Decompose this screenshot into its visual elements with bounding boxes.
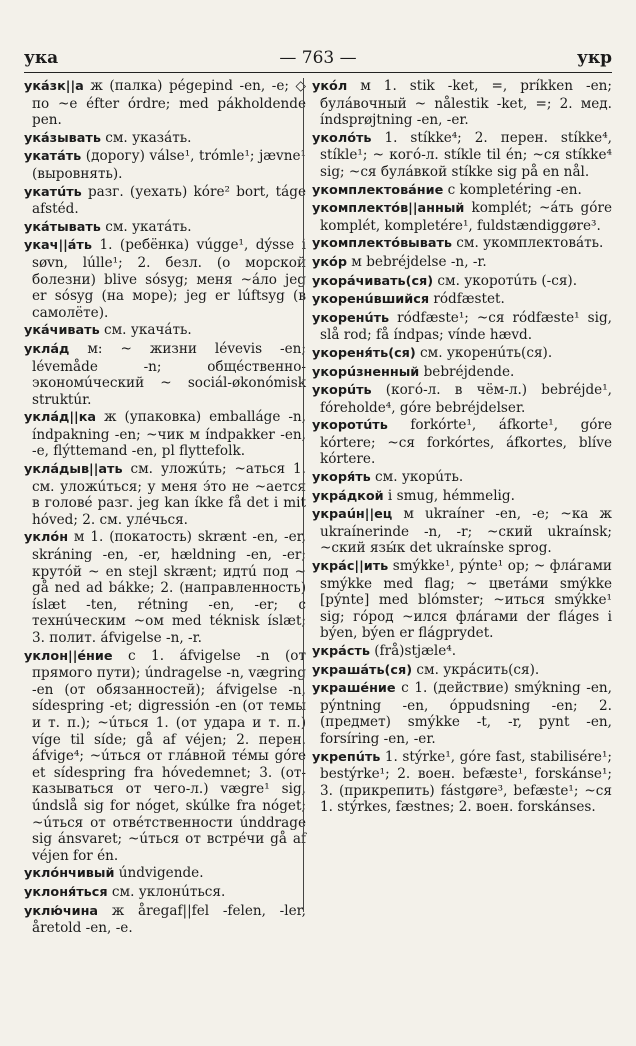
- entry-definition: 1. stýrke¹, góre fast, stabilisére¹; bestýrke¹; 2. воен. befæste¹, forskánse¹; 3. (прикрепить) fástgøre³, befæste¹; ~ся 1. stýrkes, fæstnes; 2. воен. forskánses.: [320, 748, 612, 816]
- entry-headword: укатáть: [24, 149, 82, 165]
- entry-headword: украшáть(ся): [312, 662, 413, 678]
- entry-definition: komplét; ~áть góre komplét, kompletére¹, fuldstændiggøre³.: [320, 200, 612, 234]
- dictionary-entry: [24, 409, 306, 460]
- entry-headword: уколóть: [312, 130, 372, 146]
- entry-headword: укáчивать: [24, 323, 100, 339]
- entry-definition: см. укачáть.: [99, 322, 192, 339]
- entry-definition: úndvigende.: [114, 865, 204, 882]
- entry-definition: (когó-л. в чём-л.) bebréjde¹, fóreholde⁴, góre bebréjdelser.: [320, 382, 612, 416]
- entry-headword: укомплектóвывать: [312, 236, 452, 252]
- dictionary-entry: [312, 506, 612, 557]
- entry-definition: ж (палка) pégepind -en, -e; ◇ по ~е éfter órdre; med pákholdende pen.: [32, 78, 306, 129]
- header-rule: [24, 72, 612, 73]
- entry-definition: см. укоренúть(ся).: [415, 344, 553, 361]
- entry-definition: см. укомплектовáть.: [451, 235, 604, 252]
- entry-headword: укрáсть: [312, 644, 370, 659]
- dictionary-entry: [312, 182, 612, 200]
- dictionary-entry: [24, 237, 306, 321]
- dictionary-entry: [312, 417, 612, 468]
- entry-definition: 1. stíkke⁴; 2. перен. stíkke⁴, stíkle¹; ~ когó-л. stíkle til én; ~ся stíkke⁴ sig; ~ся булáвкой stíkke sig på en nål.: [320, 129, 612, 180]
- entry-definition: см. укоротúть (-ся).: [433, 272, 578, 289]
- dictionary-entry: [312, 469, 612, 487]
- dictionary-entry: [312, 749, 612, 816]
- entry-definition: ródfæste¹; ~ся ródfæste¹ sig, slå rod; få índpas; vínde hævd.: [320, 309, 612, 344]
- dictionary-entry: [312, 488, 612, 506]
- entry-definition: разг. (уехать) kóre² bort, táge afstéd.: [32, 183, 306, 218]
- dictionary-entry: [312, 558, 612, 642]
- dictionary-entry: [24, 322, 306, 340]
- entry-headword: уклон||éние: [24, 648, 113, 664]
- entry-headword: уклáд||ка: [24, 410, 97, 426]
- entry-definition: см. указáть.: [100, 129, 192, 146]
- entry-definition: bebréjdende.: [419, 363, 515, 380]
- entry-definition: см. укорúть.: [370, 469, 464, 486]
- entry-headword: укомплектовáние: [312, 182, 444, 198]
- entry-definition: м 1. (покатость) skrænt -en, -er, skráning -en, -er, hældning -en, -er; крутóй ~ en stejl skrænt; идтú под ~ gå ned ad bákke; 2. (направленность) íslæt -ten, rétning -en, -er; с технúческим ~ом med téknisk íslæt; 3. полит. áfvigelse -n, -r.: [32, 529, 306, 646]
- entry-definition: ж (упаковка) emballáge -n, índpakning -en; ~чик м índpakker -en, -e, flýttemand -en, pl flyttefolk.: [32, 409, 306, 460]
- dictionary-entry: [312, 254, 612, 272]
- entry-definition: м 1. stik -ket, =, príkken -en; булáвочный ~ nålestik -ket, =; 2. мед. índsprøjtning -en, -er.: [320, 78, 612, 129]
- entry-headword: укорáчивать(ся): [312, 273, 434, 289]
- dictionary-entry: [24, 184, 306, 218]
- entry-headword: укоренúвшийся: [312, 292, 430, 308]
- entry-definition: м: ~ жизни lévevis -en; lévemåde -n; общéственно-экономúческий ~ sociál-økonómisk struktúr.: [32, 340, 306, 408]
- dictionary-entry: [24, 78, 306, 129]
- dictionary-entry: [24, 865, 306, 883]
- entry-headword: укомплектóв||анный: [312, 201, 465, 217]
- column-divider: [303, 78, 304, 912]
- entry-definition: см. укрáсить(ся).: [412, 661, 540, 678]
- entry-headword: укоротúть: [312, 418, 388, 434]
- entry-headword: укач||áть: [24, 238, 92, 254]
- dictionary-entry: [24, 903, 306, 937]
- entry-headword: укореня́ть(ся): [312, 345, 416, 361]
- dictionary-entry: [24, 648, 306, 865]
- dictionary-entry: [24, 341, 306, 408]
- entry-headword: укáтывать: [24, 219, 101, 235]
- entry-headword: укáзк||а: [24, 79, 84, 94]
- entry-headword: уклáд: [24, 341, 70, 357]
- entry-headword: украúн||ец: [312, 507, 393, 523]
- entry-definition: i smug, hémmelig.: [383, 487, 515, 504]
- entry-definition: м ukraíner -en, -e; ~ка ж ukraínerinde -n, -r; ~ский ukraínsk; ~ский язы́к det ukraínske sprog.: [320, 506, 612, 557]
- entry-headword: укрáс||ить: [312, 559, 389, 575]
- dictionary-entry: [24, 529, 306, 646]
- entry-headword: уклоня́ться: [24, 884, 108, 900]
- entry-definition: с kompletéring -en.: [443, 181, 582, 198]
- dictionary-entry: [312, 78, 612, 129]
- dictionary-entry: [312, 643, 612, 661]
- entry-definition: с 1. áfvigelse -n (от прямого пути); úndragelse -n, vægring -en (от обязанностей); áfvigelse -n, sídespring -et; digressión -en (от темы и т. п.); ~úться 1. (от удара и т. п.) víge til síde; gå af véjen; 2. перен. áfvige⁴; ~úться от глáвной тéмы góre et sídespring fra hóvedemnet; 3. (от-казываться от чего-л.) vægre¹ sig, úndslå sig for nóget, skúlke fra nóget; ~úться от отвéтственности únddrage sig ánsvaret; ~úться от встрéчи gå af véjen for én.: [32, 647, 306, 864]
- entry-headword: укатúть: [24, 184, 82, 200]
- entry-headword: уклю́чина: [24, 903, 99, 919]
- entry-definition: (frå)stjæle⁴.: [369, 643, 457, 659]
- entry-definition: smýkke¹, pýnte¹ op; ~ флáгами smýkke med flag; ~ цветáми smýkke [pýnte] med blómster; ~иться smýkke¹ sig; гóрод ~ился флáгами der fláges i býen, býen er flágprydet.: [320, 558, 612, 642]
- dictionary-entry: [312, 345, 612, 363]
- dictionary-entry: [312, 680, 612, 747]
- entry-definition: см. укатáть.: [100, 218, 192, 235]
- entry-definition: ж åregaf||fel -felen, -ler, åretold -en, -e.: [32, 902, 306, 937]
- entry-headword: укрáдкой: [312, 488, 384, 504]
- dictionary-entry: [24, 219, 306, 237]
- entry-definition: ródfæstet.: [429, 291, 505, 308]
- dictionary-entry: [312, 200, 612, 234]
- dictionary-entry: [312, 364, 612, 382]
- entry-headword: уклóн: [24, 530, 69, 546]
- dictionary-entry: [24, 148, 306, 182]
- entry-headword: укóл: [312, 79, 348, 94]
- entry-definition: 1. (ребёнка) vúgge¹, dýsse i søvn, lúlle¹; 2. безл. (о морской болезни) blive sósyg; меня ~áло jeg er sósyg (на море); jeg er lúftsyg (в самолёте).: [32, 237, 306, 321]
- entry-headword: укóр: [312, 254, 347, 270]
- entry-definition: с 1. (действие) smýkning -en, pýntning -en, óppudsning -en; 2. (предмет) smýkke -t, -r, pynt -en, forsíring -en, -er.: [320, 680, 612, 747]
- entry-headword: укáзывать: [24, 130, 101, 146]
- entry-headword: укоренúть: [312, 310, 390, 326]
- dictionary-entry: [312, 273, 612, 291]
- entry-headword: уклóнчивый: [24, 866, 115, 882]
- entry-definition: forkórte¹, áfkorte¹, góre kórtere; ~ся forkórtes, áfkortes, blíve kórtere.: [320, 417, 612, 468]
- dictionary-entry: [24, 884, 306, 902]
- dictionary-entry: [24, 130, 306, 148]
- dictionary-entry: [312, 382, 612, 416]
- page-header: [24, 48, 612, 72]
- dictionary-entry: [312, 130, 612, 181]
- entry-headword: укорúзненный: [312, 364, 420, 380]
- dictionary-entry: [312, 662, 612, 680]
- header-left-guide-word: ука: [24, 48, 59, 68]
- right-column: [312, 78, 612, 817]
- entry-definition: см. уклонúться.: [107, 883, 226, 900]
- entry-definition: (дорогу) válse¹, trómle¹; jævne¹ (выровнять).: [32, 148, 306, 182]
- entry-definition: см. уложúть; ~аться 1. см. уложúться; у меня э́то не ~ается в головé разг. jeg kan íkke få det i mit hóved; 2. см. улéчься.: [32, 461, 306, 528]
- entry-headword: уклáдыв||ать: [24, 462, 123, 478]
- dictionary-entry: [24, 461, 306, 528]
- entry-headword: украшéние: [312, 681, 396, 697]
- dictionary-entry: [312, 310, 612, 344]
- entry-headword: укрепúть: [312, 749, 381, 765]
- page-number: — 763 —: [279, 48, 357, 68]
- header-right-guide-word: укр: [576, 48, 612, 68]
- dictionary-entry: [312, 291, 612, 309]
- entry-headword: укоря́ть: [312, 470, 371, 486]
- entry-definition: м bebréjdelse -n, -r.: [346, 253, 487, 270]
- left-column: [24, 78, 306, 938]
- dictionary-entry: [312, 235, 612, 253]
- entry-headword: укорúть: [312, 383, 372, 399]
